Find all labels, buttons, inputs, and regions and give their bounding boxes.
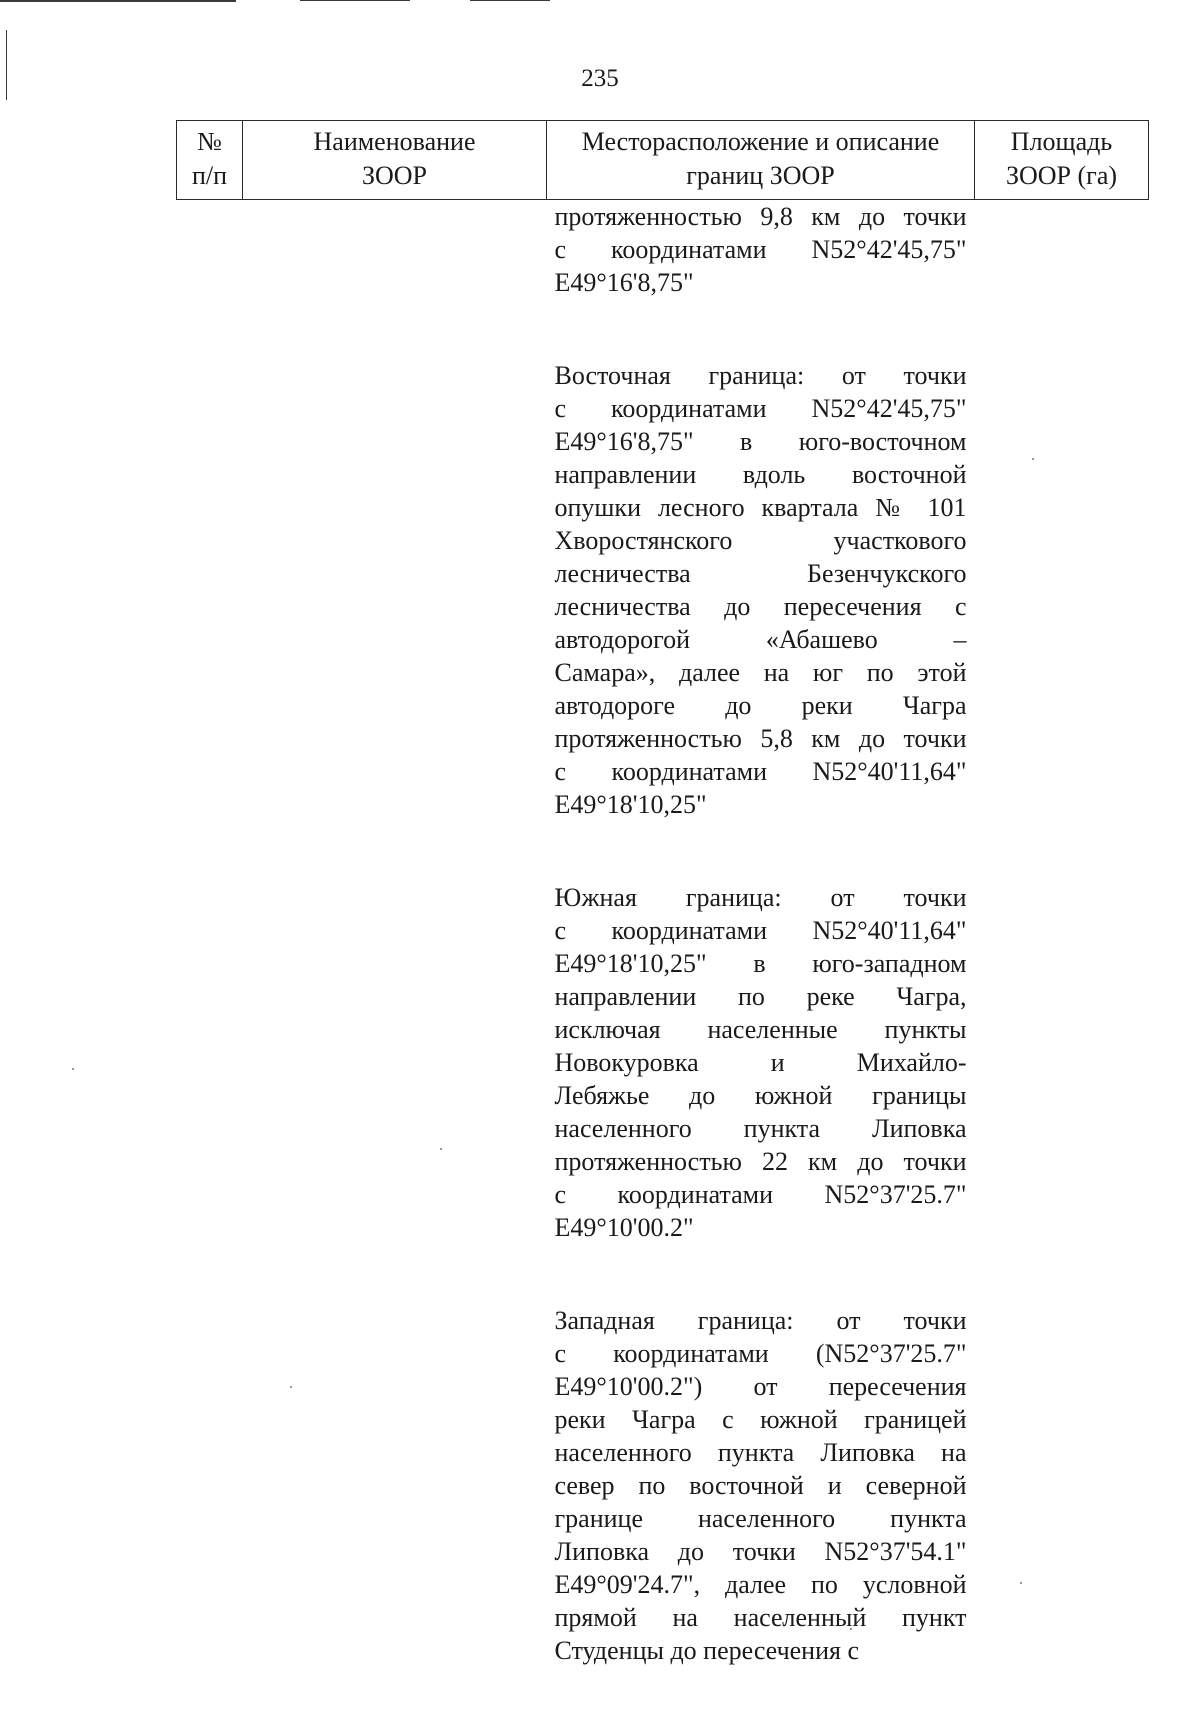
boundary-text-line: E49°16'8,75" [554,268,694,297]
header-location-line1: Месторасположение и описание [581,127,940,156]
cell-location-description [547,200,975,1668]
boundary-description [555,200,967,1667]
boundary-text-line: опушки лесного квартала № 101 [554,493,967,522]
header-location [547,121,975,200]
header-area [975,121,1149,200]
boundary-text-line: с координатами N52°40'11,64" [554,916,967,945]
header-name [243,121,547,200]
boundary-text-line: населенного пункта Липовка на [554,1438,967,1467]
boundary-text-line: населенного пункта Липовка [554,1114,967,1143]
scan-edge-line-left [0,0,236,2]
scan-edge-line-mid [300,0,410,1]
header-number [177,121,243,200]
boundary-paragraph [555,1304,967,1667]
boundary-text-line: автодороге до реки Чагра [554,691,967,720]
boundary-paragraph [555,200,967,299]
boundary-text-line: реки Чагра с южной границей [554,1405,967,1434]
header-number-line1: № [197,127,222,156]
boundary-text-line: E49°18'10,25" в юго-западном [554,949,967,978]
boundary-text-line: прямой на населенный пункт [554,1603,967,1632]
boundary-text-line: Студенцы до пересечения с [554,1636,860,1665]
boundary-text-line: направлении по реке Чагра, [554,982,967,1011]
boundary-text-line: с координатами N52°42'45,75" [554,394,967,423]
header-name-line2: ЗООР [361,161,428,190]
cell-number [177,200,243,1668]
boundary-text-line: с координатами N52°40'11,64" [554,757,967,786]
zoor-table [176,120,1149,1667]
scan-speck [72,1068,74,1070]
header-area-line1: Площадь [1010,127,1113,156]
boundary-text-line: границе населенного пункта [554,1504,967,1533]
boundary-text-line: направлении вдоль восточной [554,460,967,489]
boundary-text-line: автодорогой «Абашево – [554,625,967,654]
boundary-text-line: Новокуровка и Михайло- [554,1048,967,1077]
paragraph-gap [555,299,967,359]
boundary-text-line: исключая населенные пункты [554,1015,967,1044]
header-location-line2: границ ЗООР [686,161,835,190]
header-area-line2: ЗООР (га) [1005,161,1118,190]
boundary-text-line: лесничества Безенчукского [554,559,967,588]
boundary-text-line: E49°16'8,75" в юго-восточном [554,427,967,456]
boundary-text-line: Липовка до точки N52°37'54.1" [554,1537,967,1566]
boundary-paragraph [555,359,967,821]
boundary-text-line: Южная граница: от точки [554,883,967,912]
paragraph-gap [555,1244,967,1304]
boundary-text-line: протяженностью 5,8 км до точки [554,724,967,753]
cell-area [975,200,1149,1668]
boundary-text-line: с координатами (N52°37'25.7" [554,1339,967,1368]
table-header-row [177,121,1149,200]
scan-edge-line-right [470,0,550,1]
boundary-text-line: протяженностью 9,8 км до точки [554,202,967,231]
boundary-text-line: E49°10'00.2") от пересечения [554,1372,967,1401]
boundary-text-line: лесничества до пересечения с [554,592,967,621]
boundary-text-line: Хворостянского участкового [554,526,967,555]
page-number: 235 [581,65,619,92]
boundary-text-line: Восточная граница: от точки [554,361,967,390]
boundary-text-line: с координатами N52°37'25.7" [554,1180,967,1209]
paragraph-gap [555,821,967,881]
boundary-text-line: с координатами N52°42'45,75" [554,235,967,264]
header-name-line1: Наименование [313,127,476,156]
boundary-text-line: север по восточной и северной [554,1471,967,1500]
boundary-text-line: E49°10'00.2" [554,1213,694,1242]
boundary-paragraph [555,881,967,1244]
cell-name [243,200,547,1668]
boundary-text-line: E49°18'10,25" [554,790,707,819]
boundary-text-line: Самара», далее на юг по этой [554,658,967,687]
header-number-line2: п/п [191,161,228,190]
table-row [177,200,1149,1668]
boundary-text-line: протяженностью 22 км до точки [554,1147,967,1176]
boundary-text-line: Лебяжье до южной границы [554,1081,967,1110]
boundary-text-line: Западная граница: от точки [554,1306,967,1335]
boundary-text-line: E49°09'24.7", далее по условной [554,1570,967,1599]
